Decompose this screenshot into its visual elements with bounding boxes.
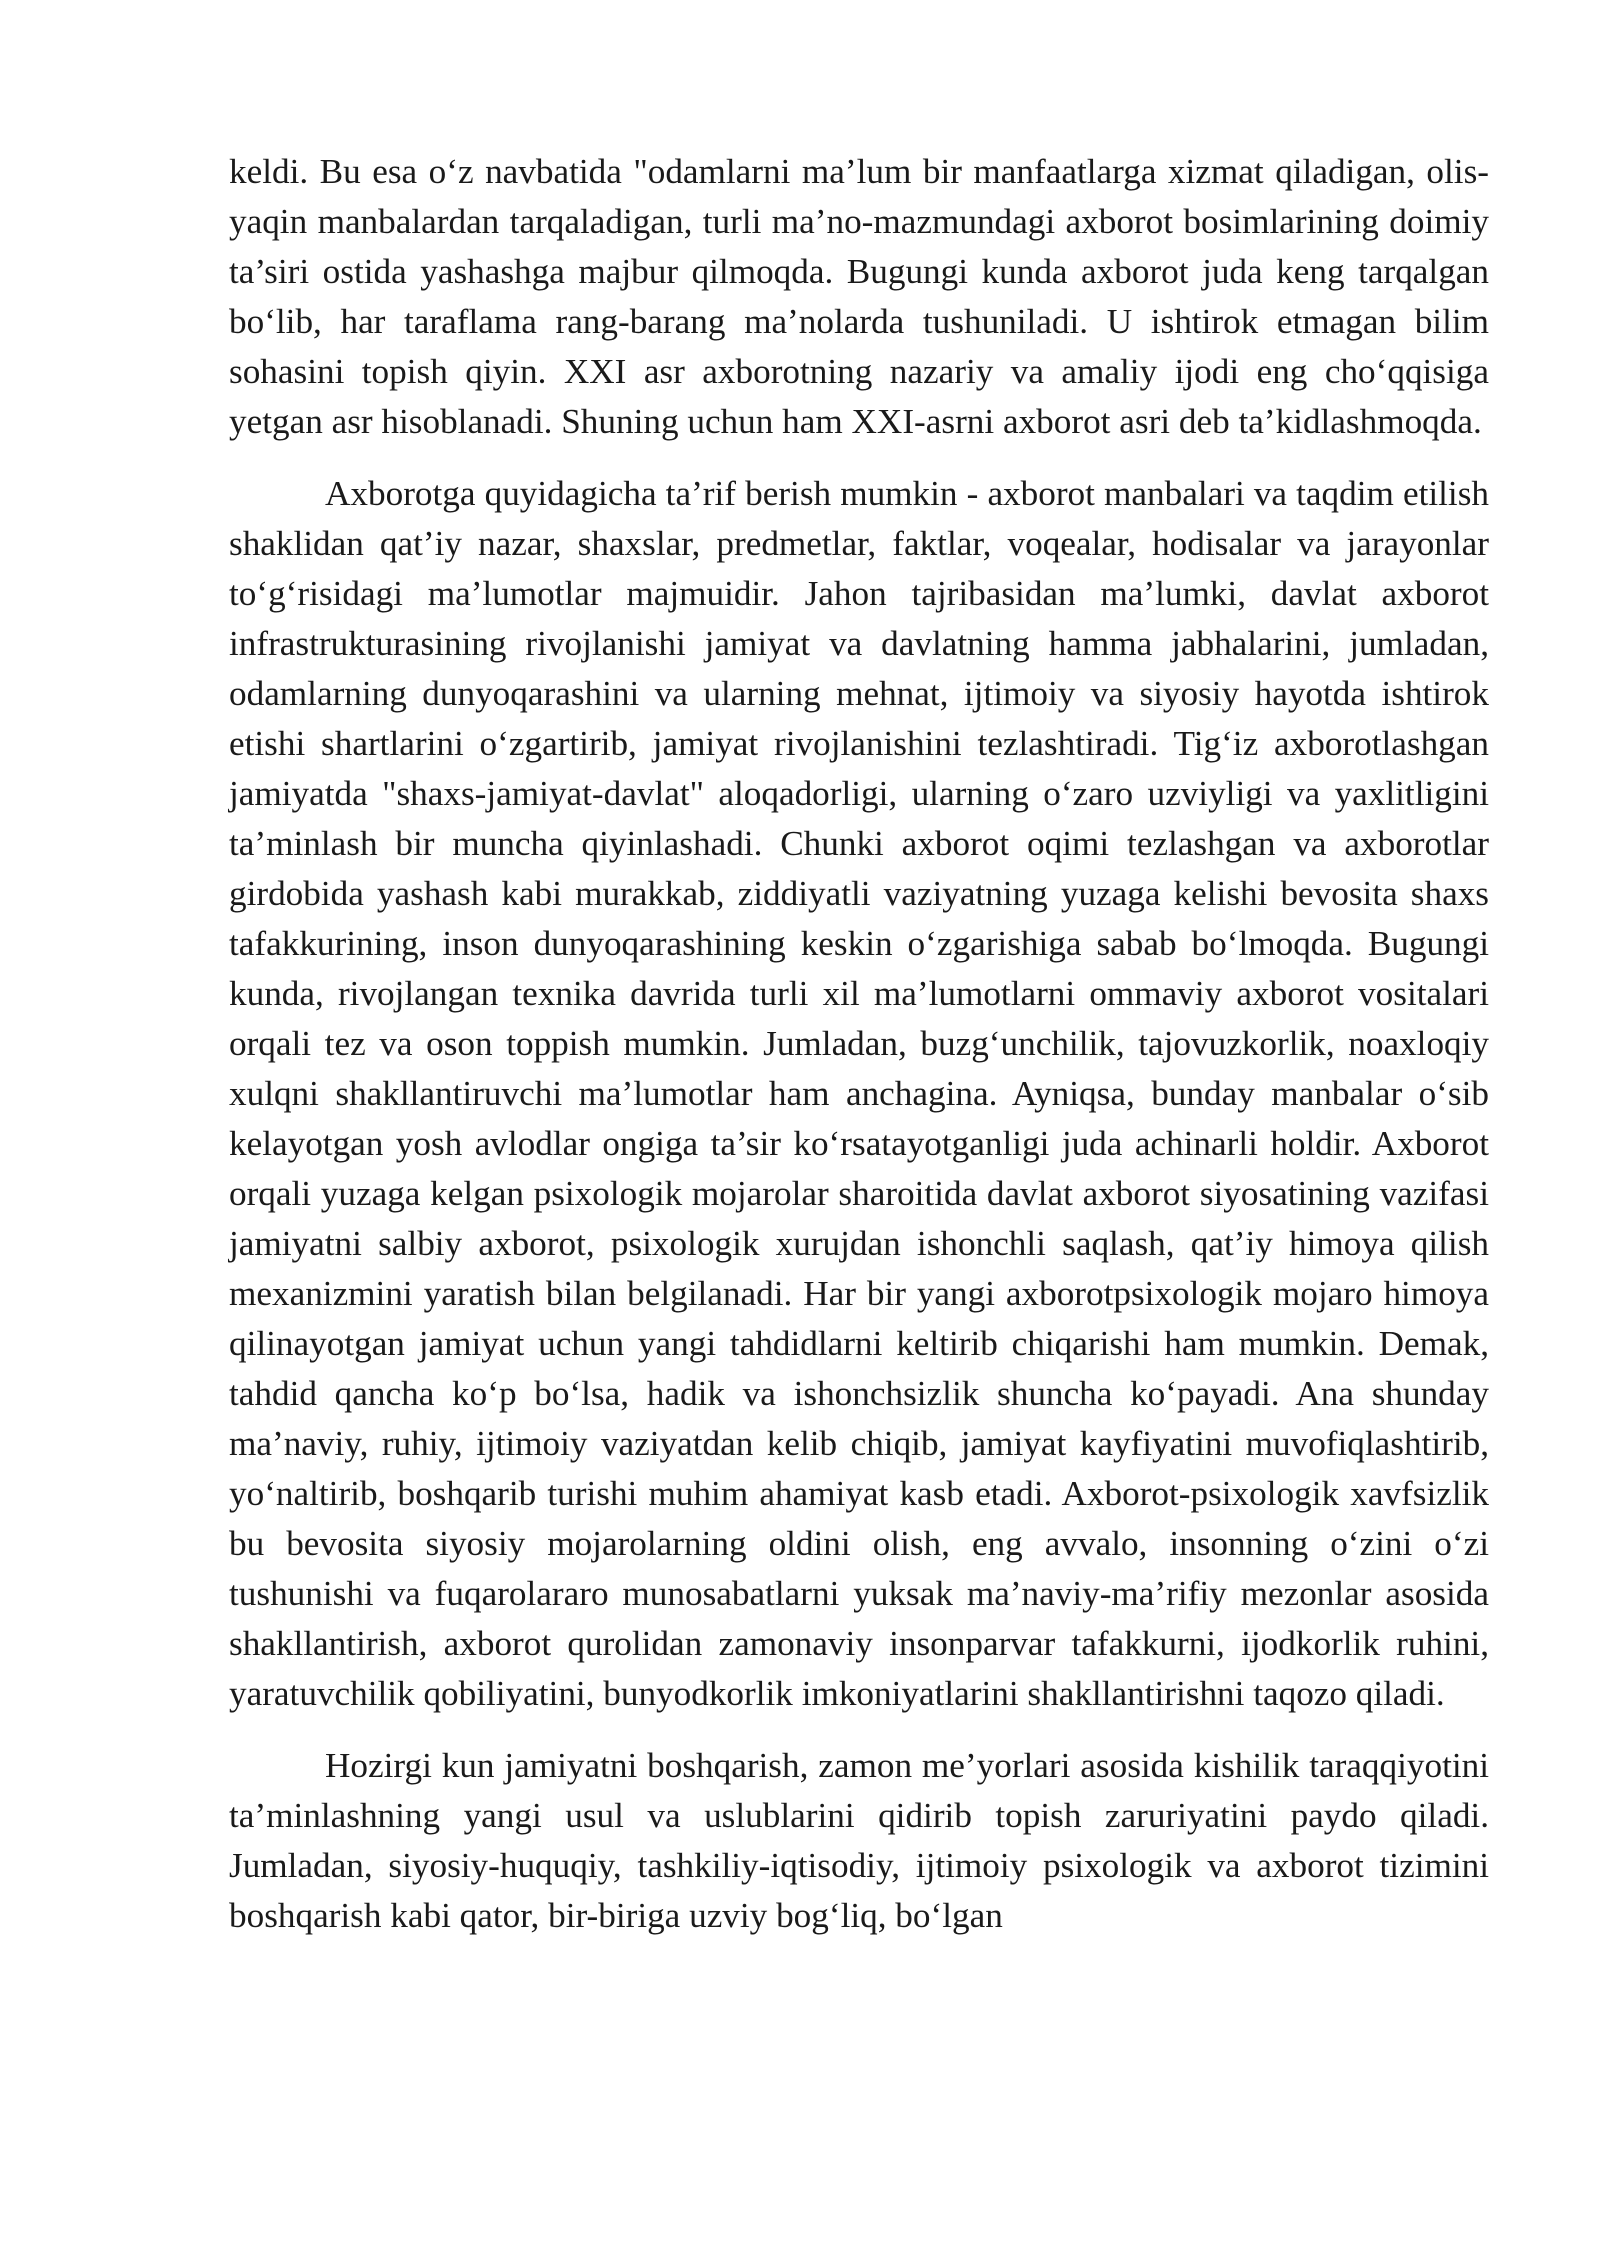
- body-text: [229, 147, 1489, 1941]
- paragraph-3: Hozirgi kun jamiyatni boshqarish, zamon me’yorlari asosida kishilik taraqqiyotini ta’minlashning yangi usul va uslublarini qidirib topish zaruriyatini paydo qiladi. Jumladan, siyosiy-huquqiy, tashkiliy-iqtisodiy, ijtimoiy psixologik va axborot tizimini boshqarish kabi qator, bir-biriga uzviy bog‘liq, bo‘lgan: [229, 1746, 1489, 1935]
- paragraph-1: keldi. Bu esa o‘z navbatida "odamlarni ma’lum bir manfaatlarga xizmat qiladigan, olis-yaqin manbalardan tarqaladigan, turli ma’no-mazmundagi axborot bosimlarining doimiy ta’siri ostida yashashga majbur qilmoqda. Bugungi kunda axborot juda keng tarqalgan bo‘lib, har taraflama rang-barang ma’nolarda tushuniladi. U ishtirok etmagan bilim sohasini topish qiyin. XXI asr axborotning nazariy va amaliy ijodi eng cho‘qqisiga yetgan asr hisoblanadi. Shuning uchun ham XXI-asrni axborot asri deb ta’kidlashmoqda.: [229, 152, 1489, 441]
- paragraph-2: Axborotga quyidagicha ta’rif berish mumkin - axborot manbalari va taqdim etilish shaklidan qat’iy nazar, shaxslar, predmetlar, faktlar, voqealar, hodisalar va jarayonlar to‘g‘risidagi ma’lumotlar majmuidir. Jahon tajribasidan ma’lumki, davlat axborot infrastrukturasining rivojlanishi jamiyat va davlatning hamma jabhalarini, jumladan, odamlarning dunyoqarashini va ularning mehnat, ijtimoiy va siyosiy hayotda ishtirok etishi shartlarini o‘zgartirib, jamiyat rivojlanishini tezlashtiradi. Tig‘iz axborotlashgan jamiyatda "shaxs-jamiyat-davlat" aloqadorligi, ularning o‘zaro uzviyligi va yaxlitligini ta’minlash bir muncha qiyinlashadi. Chunki axborot oqimi tezlashgan va axborotlar girdobida yashash kabi murakkab, ziddiyatli vaziyatning yuzaga kelishi bevosita shaxs tafakkurining, inson dunyoqarashining keskin o‘zgarishiga sabab bo‘lmoqda. Bugungi kunda, rivojlangan texnika davrida turli xil ma’lumotlarni ommaviy axborot vositalari orqali tez va oson toppish mumkin. Jumladan, buzg‘unchilik, tajovuzkorlik, noaxloqiy xulqni shakllantiruvchi ma’lumotlar ham anchagina. Ayniqsa, bunday manbalar o‘sib kelayotgan yosh avlodlar ongiga ta’sir ko‘rsatayotganligi juda achinarli holdir. Axborot orqali yuzaga kelgan psixologik mojarolar sharoitida davlat axborot siyosatining vazifasi jamiyatni salbiy axborot, psixologik xurujdan ishonchli saqlash, qat’iy himoya qilish mexanizmini yaratish bilan belgilanadi. Har bir yangi axborotpsixologik mojaro himoya qilinayotgan jamiyat uchun yangi tahdidlarni keltirib chiqarishi ham mumkin. Demak, tahdid qancha ko‘p bo‘lsa, hadik va ishonchsizlik shuncha ko‘payadi. Ana shunday ma’naviy, ruhiy, ijtimoiy vaziyatdan kelib chiqib, jamiyat kayfiyatini muvofiqlashtirib, yo‘naltirib, boshqarib turishi muhim ahamiyat kasb etadi. Axborot-psixologik xavfsizlik bu bevosita siyosiy mojarolarning oldini olish, eng avvalo, insonning o‘zini o‘zi tushunishi va fuqarolararo munosabatlarni yuksak ma’naviy-ma’rifiy mezonlar asosida shakllantirish, axborot qurolidan zamonaviy insonparvar tafakkurni, ijodkorlik ruhini, yaratuvchilik qobiliyatini, bunyodkorlik imkoniyatlarini shakllantirishni taqozo qiladi.: [229, 474, 1489, 1713]
